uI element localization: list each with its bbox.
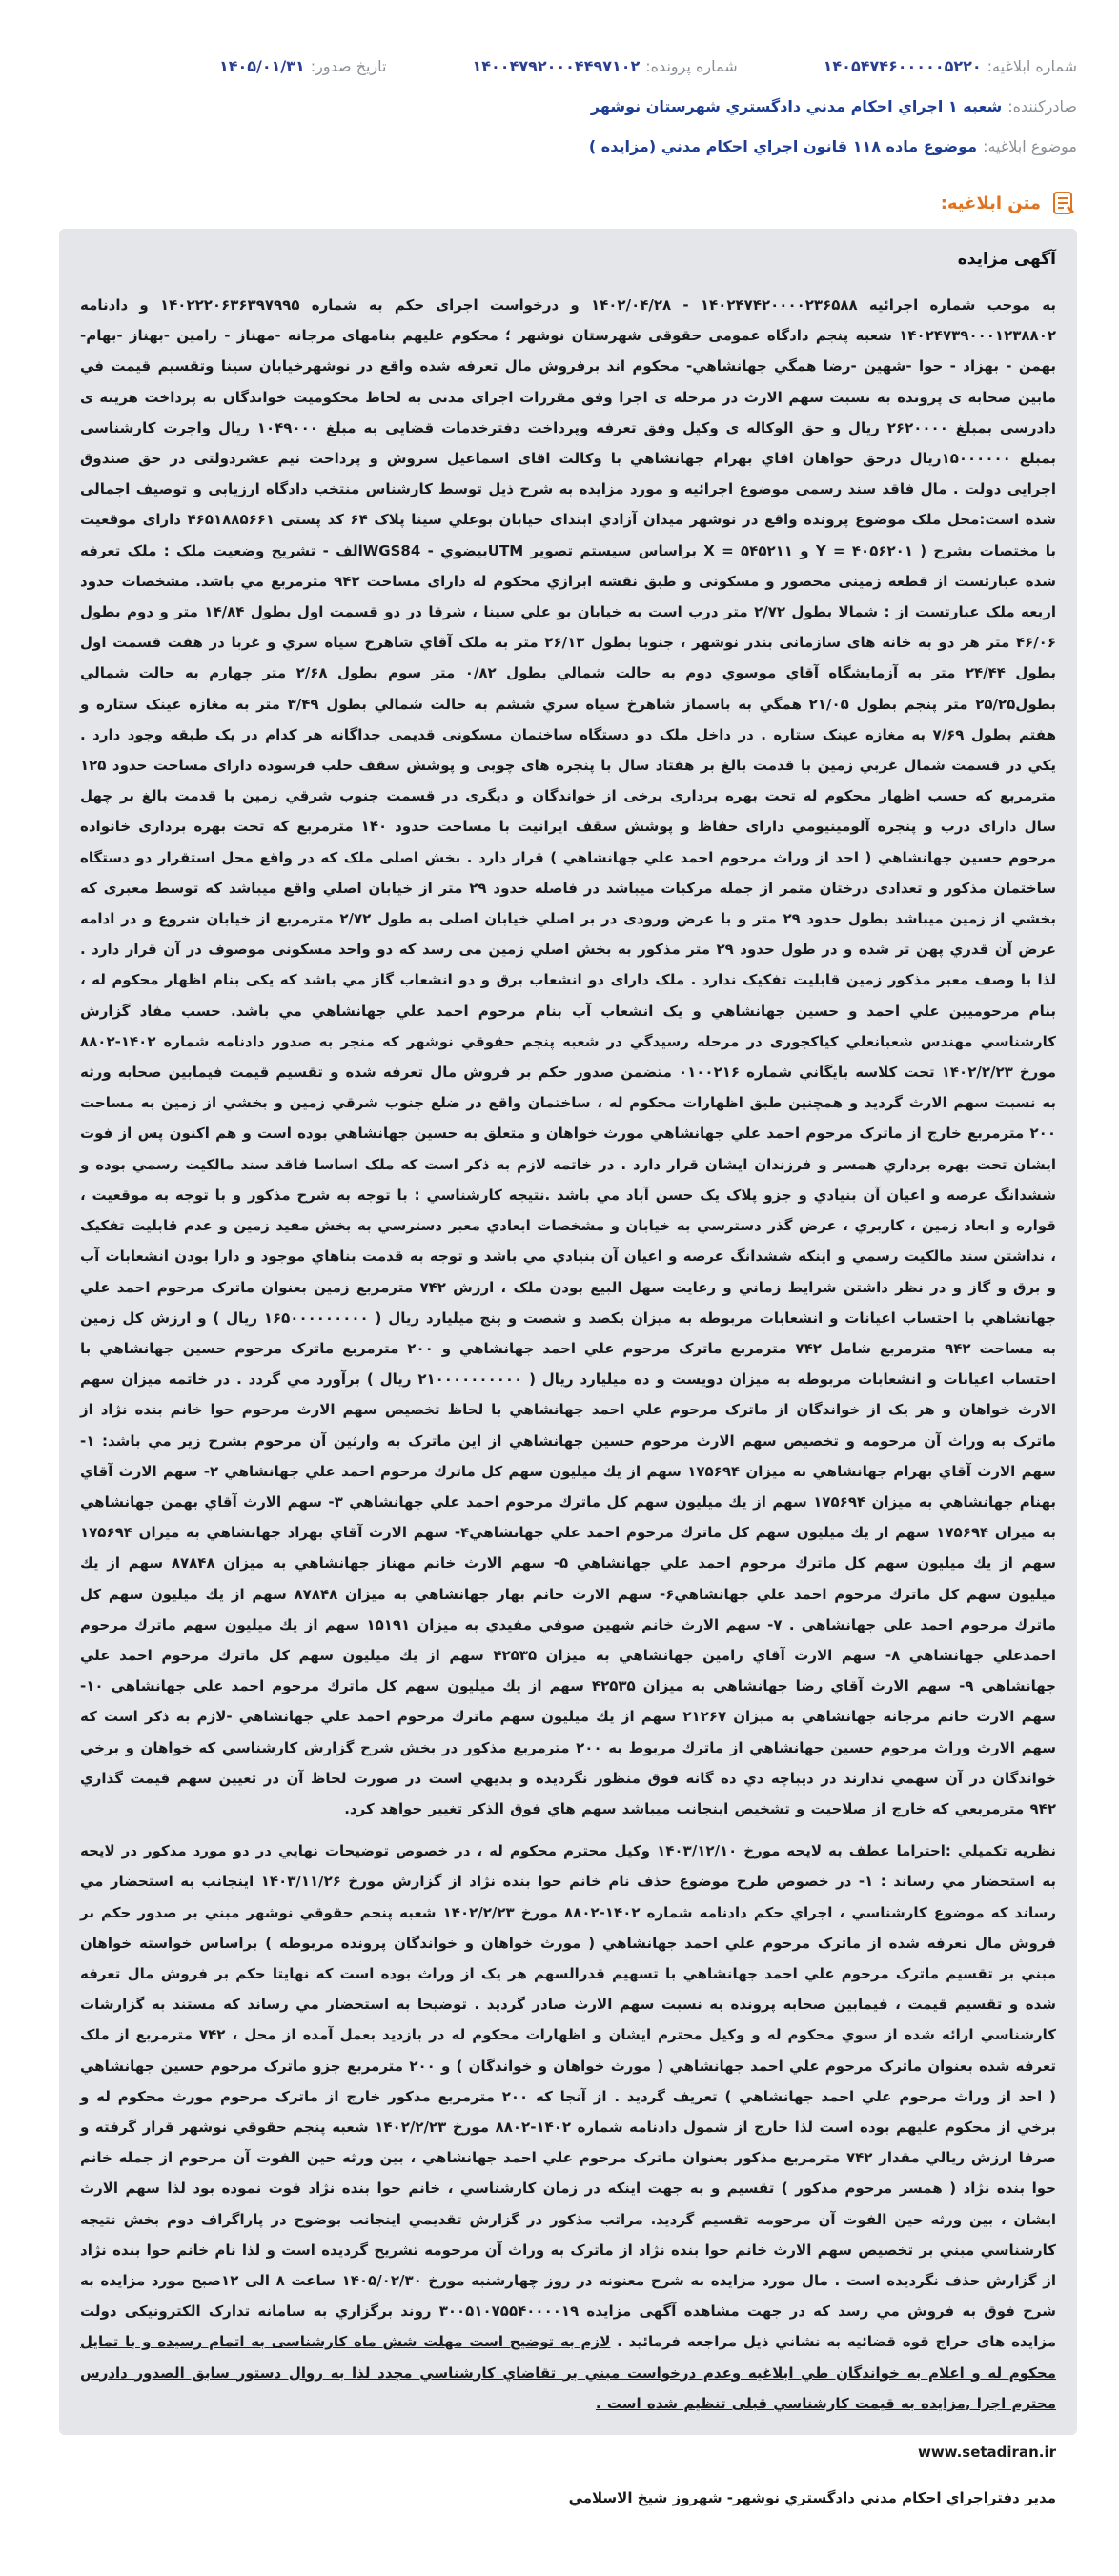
case-number-group (473, 57, 738, 75)
notice-number-group (824, 57, 1077, 75)
subject-row (42, 132, 1077, 160)
issuer-row (42, 91, 1077, 120)
issuer-label: صادرکننده: (1007, 96, 1077, 115)
notice-paragraph-main: به موجب شماره اجرائيه ۱۴۰۲۴۷۴۲۰۰۰۰۲۳۶۵۸۸ - ۱۴۰۲/۰۴/۲۸ و درخواست اجرای حکم به شماره ۱۴۰۲۲۲۰۶۳۶۳۹۷۹۹۵ و دادنامه ۱۴۰۲۴۷۳۹۰۰۰۱۲۳۸۸۰۲ شعبه پنجم دادگاه عمومی حقوقی شهرستان نوشهر ؛ محکوم عليهم بنامهای مرجانه -مهناز - رامين -بهناز -بهام- بهمن - بهزاد - حوا -شهين -رضا همگي جهانشاهي- محکوم اند برفروش مال تعرفه شده واقع در نوشهرخيابان سينا وتقسيم قيمت في مابين صحابه ی پرونده به نسبت سهم الارث در مرحله ی اجرا وفق مقررات اجرای مدنی به لحاظ محکوميت خواندگان به پرداخت هزينه ی دادرسی بمبلغ ۲۶۲۰۰۰۰ ريال و حق الوکاله ی وکيل وفق تعرفه وپرداخت دفترخدمات قضايی به مبلغ ۱۰۴۹۰۰۰ ريال واجرت کارشناسی بمبلغ ۱۵۰۰۰۰۰۰ريال درحق خواهان اقاي بهرام جهانشاهي با وکالت اقای اسماعيل سروش و پرداخت نيم عشردولتی در حق صندوق اجرايی دولت . مال فاقد سند رسمی موضوع اجرائيه و مورد مزايده به شرح ذيل توسط کارشناس منتخب دادگاه ارزيابی و توصيف اجمالی شده است:محل ملک موضوع پرونده واقع در نوشهر ميدان آزادي ابتدای خيابان بوعلي سينا پلاک ۶۴ کد پستی ۴۶۵۱۸۸۵۶۶۱ دارای موقعيت با مختصات بشرح ( ۴۰۵۶۲۰۱ = Y و ۵۴۵۲۱۱ = X براساس سيستم تصوير UTMبيضوي - WGS84الف - تشريح وضعيت ملک : ملک تعرفه شده عبارتست از قطعه زمينی محصور و مسکونی و طبق نقشه ابرازي محکوم له دارای مساحت ۹۴۲ مترمربع مي باشد. مشخصات حدود اربعه ملک عبارتست از : شمالا بطول ۲/۷۲ متر درب است به خيابان بو علي سينا ، شرقا در دو قسمت اول بطول ۱۴/۸۴ متر و دوم بطول ۴۶/۰۶ متر هر دو به خانه های سازمانی بندر نوشهر ، جنوبا بطول ۲۶/۱۳ متر به ملک آقاي شاهرخ سياه سري و غربا در هفت قسمت اول بطول ۲۴/۴۴ متر به آزمايشگاه آقاي موسوي دوم به حالت شمالي بطول ۰/۸۲ متر سوم بطول ۲/۶۸ متر چهارم به حالت شمالي بطول۲۵/۲۵ متر پنجم بطول ۲۱/۰۵ همگي به باسماز شاهرخ سياه سري ششم به حالت شمالي بطول ۳/۴۹ متر به مغازه عينک ستاره و هفتم بطول ۷/۶۹ به مغازه عينک ستاره . در داخل ملک دو دستگاه ساختمان مسکونی قديمی جداگانه هر کدام در يک طبقه وجود دارد . يکي در قسمت شمال غربي زمين با قدمت بالغ بر هفتاد سال با پنجره های چوبی و پوشش سقف حلب فرسوده دارای مساحت حدود ۱۲۵ مترمربع که حسب اظهار محکوم له تحت بهره برداری برخی از خواندگان و ديگری در قسمت جنوب شرقي زمين با قدمت بالغ بر چهل سال دارای درب و پنجره آلومينيومي دارای حفاظ و پوشش سقف ايرانيت با مساحت حدود ۱۴۰ مترمربع که تحت بهره برداری خانواده مرحوم حسين جهانشاهي ( احد از وراث مرحوم احمد علي جهانشاهي ) قرار دارد . بخش اصلی ملک که در واقع محل استقرار دو دستگاه ساختمان مذکور و تعدادی درختان متمر از جمله مرکبات ميباشد در فاصله حدود ۲۹ متر از خيابان اصلي واقع ميباشد که توسط معبری که بخشي از زمين ميباشد بطول حدود ۲۹ متر و با عرض ورودی در بر اصلي خيابان اصلی به طول ۲/۷۲ مترمربع از خيابان شروع و در ادامه عرض آن قدري پهن تر شده و در طول حدود ۲۹ متر مذکور به بخش اصلي زمين می رسد که دو واحد مسکونی موصوف در آن قرار دارد . لذا با وصف معبر مذکور زمين قابليت تفکيک ندارد . ملک دارای دو انشعاب برق و دو انشعاب گاز مي باشد که يکی بنام اظهار محکوم له ، بنام مرحوميين علي احمد و حسين جهانشاهي و يک انشعاب آب بنام مرحوم احمد علي جهانشاهي مي باشد. حسب مفاد گزارش کارشناسي مهندس شعبانعلي کياکجوری در مرحله رسيدگي در شعبه پنجم حقوقي نوشهر که منجر به صدور دادنامه شماره ۱۴۰۲-۸۸۰۲ مورخ ۱۴۰۲/۲/۲۳ تحت کلاسه بايگاني شماره ۰۱۰۰۲۱۶ متضمن صدور حکم بر فروش مال تعرفه شده و تقسيم قيمت فيمابين صحابه ورثه به نسبت سهم الارث گرديد و همچنين طبق اظهارات محکوم له ، ساختمان واقع در ضلع جنوب شرقي زمين و بخشي از زمين به مساحت ۲۰۰ مترمربع خارج از ماترک مرحوم احمد علي جهانشاهي مورث خواهان و متعلق به حسين جهانشاهي بوده است و هم اکنون پس از فوت ايشان تحت بهره برداري همسر و فرزندان ايشان قرار دارد . در خاتمه لازم به ذکر است که ملک اساسا فاقد سند مالکيت رسمي بوده و ششدانگ عرصه و اعيان آن بنيادي و جزو پلاک يک حسن آباد مي باشد .نتيجه کارشناسي : با توجه به شرح مذکور و با توجه به موقعيت ، قواره و ابعاد زمين ، کاربري ، عرض گذر دسترسي به خيابان و مشخصات ابعادي معبر دسترسي به بخش مفيد زمين و عدم قابليت تفکيک ، نداشتن سند مالکيت رسمي و اينکه ششدانگ عرصه و اعيان آن بنيادي مي باشد و توجه به قدمت بناهاي موجود و دارا بودن انشعابات آب و برق و گاز و در نظر داشتن شرايط زماني و رعايت سهل البيع بودن ملک ، ارزش ۷۴۲ مترمربع زمين بعنوان ماترک مرحوم احمد علي جهانشاهي با احتساب اعيانات و انشعابات مربوطه به ميزان يکصد و شصت و پنج ميليارد ريال ( ۱۶۵۰۰۰۰۰۰۰۰۰ ريال ) و ارزش کل زمين به مساحت ۹۴۲ مترمربع شامل ۷۴۲ مترمربع ماترک مرحوم علي احمد جهانشاهي و ۲۰۰ مترمربع ماترک مرحوم حسين جهانشاهي با احتساب اعيانات و انشعابات مربوطه به ميزان دويست و ده ميليارد ريال ( ۲۱۰۰۰۰۰۰۰۰۰۰ ريال ) برآورد مي گردد . در خاتمه ميزان سهم الارث خواهان و هر يک از خواندگان از ماترک مرحوم علي احمد جهانشاهي با لحاظ تخصيص سهم الارث مرحوم حوا خانم بنده نژاد از ماترک به وراث آن مرحومه و تخصيص سهم الارث مرحوم حسين جهانشاهي از اين ماترک به وارثين آن مرحوم بشرح زير مي باشد: ۱- سهم الارث آقاي بهرام جهانشاهي به ميزان ۱۷۵۶۹۴ سهم از يك ميليون سهم كل ماترك مرحوم احمد علي جهانشاهي ۲- سهم الارث آقاي بهنام جهانشاهي به ميزان ۱۷۵۶۹۴ سهم از يك ميليون سهم كل ماترك مرحوم احمد علي جهانشاهي ۳- سهم الارث آقاي بهمن جهانشاهي به ميزان ۱۷۵۶۹۴ سهم از يك ميليون سهم كل ماترك مرحوم احمد علي جهانشاهي۴- سهم الارث آقاي بهزاد جهانشاهي به ميزان ۱۷۵۶۹۴ سهم از يك ميليون سهم كل ماترك مرحوم احمد علي جهانشاهي ۵- سهم الارث خانم مهناز جهانشاهي به ميزان ۸۷۸۴۸ سهم از يك ميليون سهم كل ماترك مرحوم احمد علي جهانشاهي۶- سهم الارث خانم بهار جهانشاهي به ميزان ۸۷۸۴۸ سهم از يك ميليون سهم كل ماترك مرحوم احمد علي جهانشاهي . ۷- سهم الارث خانم شهين صوفي مفيدي به ميزان ۱۵۱۹۱ سهم از يك ميليون سهم ماترك مرحوم احمدعلي جهانشاهي ۸- سهم الارث آقاي رامين جهانشاهي به ميزان ۴۲۵۳۵ سهم از يك ميليون سهم كل ماترك مرحوم احمد علي جهانشاهي ۹- سهم الارث آقاي رضا جهانشاهي به ميزان ۴۲۵۳۵ سهم از يك ميليون سهم كل ماترك مرحوم احمد علي جهانشاهي ۱۰- سهم الارث خانم مرجانه جهانشاهي به ميزان ۲۱۲۶۷ سهم از يك ميليون سهم ماترك مرحوم احمد علي جهانشاهي -لازم به ذكر است كه سهم الارث وراث مرحوم حسين جهانشاهي از ماترك مربوط به ۲۰۰ مترمربع مذكور در بخش شرح گزارش كارشناسي كه خواهان و برخي خواندگان در آن سهمي ندارند در ديباچه دي ده گانه فوق منظور نگرديده و بديهي است در صورت لحاظ آن در تعيين سهم قيمت گذاري ۹۴۲ مترمربعي كه خارج از صلاحيت و تشخيص اينجانب ميباشد سهم هاي فوق الذكر تغيير خواهد كرد. (80, 296, 1057, 1817)
supplementary-opinion-text: نظريه تکميلي :احتراما عطف به لايحه مورخ ۱۴۰۳/۱۲/۱۰ وکيل محترم محکوم له ، در خصوص توضيحات نهايي در دو مورد مذکور در لايحه به استحضار مي رساند : ۱- در خصوص طرح موضوع حذف نام خانم حوا بنده نژاد از گزارش مورخ ۱۴۰۳/۱۱/۲۶ اينجانب به استحضار مي رساند که موضوع کارشناسي ، اجراي حکم دادنامه شماره ۱۴۰۲-۸۸۰۲ مورخ ۱۴۰۲/۲/۲۳ شعبه پنجم حقوقي نوشهر مبني بر صدور حکم بر فروش مال تعرفه شده از ماترک مرحوم علي احمد جهانشاهي ( مورث خواهان و خواندگان پرونده مربوطه ) براساس خواسته خواهان مبني بر تقسيم ماترک مرحوم علي احمد جهانشاهي با تسهيم قدرالسهم هر يک از وراث بوده است که نهايتا حکم بر فروش مال تعرفه شده و تقسيم قيمت ، فيمابين صحابه پرونده به نسبت سهم الارث صادر گرديد . توضيحا به استحضار مي رساند که مستند به گزارشات کارشناسي ارائه شده از سوي محکوم له و وکيل محترم ايشان و اظهارات محکوم له در بازديد بعمل آمده از محل ، ۷۴۲ مترمربع از ملک تعرفه شده بعنوان ماترک مرحوم علي احمد جهانشاهي ( مورث خواهان و خواندگان ) و ۲۰۰ مترمربع جزو ماترک مرحوم حسين جهانشاهي ( احد از وراث مرحوم علي احمد جهانشاهي ) تعريف گرديد . از آنجا که ۲۰۰ مترمربع مذکور خارج از ماترک مرحوم مورث محکوم له و برخي از محکوم عليهم بوده است لذا خارج از شمول دادنامه شماره ۱۴۰۲-۸۸۰۲ مورخ ۱۴۰۲/۲/۲۳ شعبه پنجم حقوقي نوشهر قرار گرفته و صرفا ارزش ريالي مقدار ۷۴۲ مترمربع مذکور بعنوان ماترک مرحوم علي احمد جهانشاهي ، بين ورثه حين الفوت آن مرحوم از جمله خانم حوا بنده نژاد ( همسر مرحوم مذکور ) تقسيم و به جهت اينکه در زمان کارشناسي ، خانم حوا بنده نژاد فوت نموده بود لذا سهم الارث ايشان ، بين ورثه حين الفوت آن مرحومه تقسيم گرديد. مراتب مذکور در گزارش تقديمي اينجانب بوضوح در پاراگراف دوم بخش نتيجه کارشناسي مبني بر تخصيص سهم الارث خانم حوا بنده نژاد از ماترک به وراث آن مرحومه تشريح گرديده است و لذا نام خانم حوا بنده نژاد از گزارش حذف نگرديده است . مال مورد مزايده به شرح معنونه در روز چهارشنبه مورخ ۱۴۰۵/۰۲/۳۰ ساعت ۸ الی ۱۲صبح مورد مزايده به شرح فوق به فروش مي رسد که در جهت مشاهده آگهی مزايده ۳۰۰۵۱۰۷۵۵۴۰۰۰۰۱۹ روند برگزاري به سامانه تدارک الکترونيکی دولت مزايده های حراج قوه قضائيه به نشاني ذيل مراجعه فرمائيد . (80, 1842, 1056, 2351)
case-number-label: شماره پرونده: (645, 56, 738, 75)
underlined-notice-text: لازم به توضيح است مهلت شش ماه کارشناسی به اتمام رسيده و با تمايل محکوم له و اعلام به خواندگان طي ابلاغيه وعدم درخواست مبني بر تقاضاي کارشناسي مجدد لذا به روال دستور سابق الصدور دادرس محترم اجرا ,مزايده به قيمت کارشناسي قبلی تنظيم شده است . (80, 2333, 1056, 2412)
subject-label: موضوع ابلاغیه: (983, 136, 1077, 155)
subject-value: موضوع ماده ۱۱۸ قانون اجراي احكام مدني (مزايده ) (588, 136, 978, 155)
case-number-value: ۱۴۰۰۴۷۹۲۰۰۰۴۴۹۷۱۰۲ (472, 56, 641, 75)
section-title-text: متن ابلاغیه: (940, 193, 1041, 213)
issue-date-value: ۱۴۰۵/۰۱/۳۱ (218, 56, 305, 75)
website-link[interactable]: www.setadiran.ir (917, 2444, 1056, 2462)
notice-number-label: شماره ابلاغیه: (987, 56, 1077, 75)
notice-content-box (59, 229, 1077, 2507)
document-note-icon (1050, 190, 1077, 216)
notice-text-section-title (941, 187, 1077, 219)
notice-paragraph-supplementary (80, 1836, 1056, 2419)
issuer-value: شعبه ۱ اجراي احكام مدني دادگستري شهرستان نوشهر (590, 96, 1003, 115)
signature-line: مدير دفتراجراي احكام مدني دادگستري نوشهر- شهروز شيخ الاسلامي (568, 2489, 1056, 2507)
notice-meta-row (42, 51, 1077, 80)
notice-number-value: ۱۴۰۵۴۷۴۶۰۰۰۰۰۵۲۲۰ (823, 56, 982, 75)
issue-date-group (219, 57, 387, 75)
auction-heading: آگهی مزایده (957, 250, 1056, 269)
issue-date-label: تاریخ صدور: (310, 56, 387, 75)
